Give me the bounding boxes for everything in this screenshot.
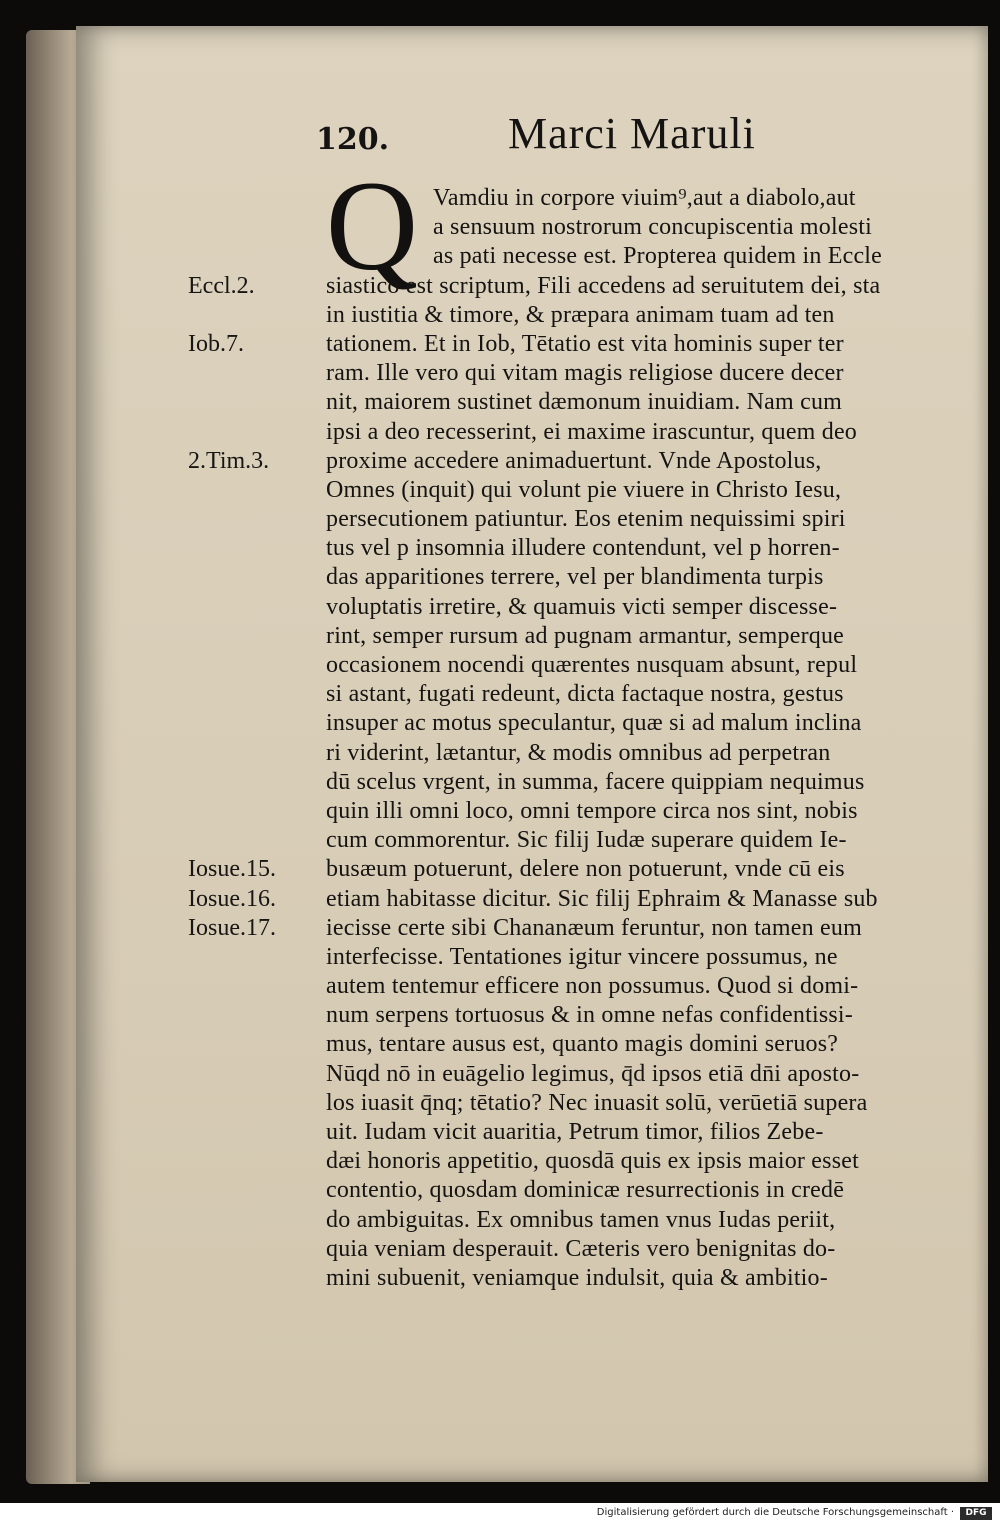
line-text: siastico est scriptum, Fili accedens ad seruitutem dei, sta bbox=[326, 272, 881, 299]
text-line bbox=[76, 680, 988, 709]
text-line bbox=[76, 1176, 988, 1205]
text-line bbox=[76, 885, 988, 914]
text-line bbox=[76, 972, 988, 1001]
line-text: quin illi omni loco, omni tempore circa nos sint, nobis bbox=[326, 797, 858, 824]
text-line bbox=[76, 447, 988, 476]
text-line bbox=[76, 1030, 988, 1059]
running-title: Marci Maruli bbox=[508, 109, 756, 158]
line-text: interfecisse. Tentationes igitur vincere possumus, ne bbox=[326, 943, 838, 970]
drop-cap-initial: Q bbox=[325, 155, 419, 297]
line-text: dæi honoris appetitio, quosdā quis ex ipsis maior esset bbox=[326, 1148, 859, 1175]
text-line bbox=[76, 768, 988, 797]
book-page bbox=[76, 26, 988, 1482]
line-text: tus vel p insomnia illudere contendunt, vel p horren- bbox=[326, 535, 840, 562]
text-line bbox=[76, 1264, 988, 1293]
line-text: si astant, fugati redeunt, dicta factaque nostra, gestus bbox=[326, 681, 844, 708]
line-text: dū scelus vrgent, in summa, facere quippiam nequimus bbox=[326, 768, 865, 795]
text-line bbox=[76, 418, 988, 447]
line-text: ri viderint, lætantur, & modis omnibus ad perpetran bbox=[326, 739, 831, 766]
margin-note: Iob.7. bbox=[188, 330, 244, 357]
text-line bbox=[76, 301, 988, 330]
text-line bbox=[76, 651, 988, 680]
line-text: contentio, quosdam dominicæ resurrectionis in credē bbox=[326, 1177, 845, 1204]
margin-note: Iosue.17. bbox=[188, 914, 276, 941]
line-text: rint, semper rursum ad pugnam armantur, semperque bbox=[326, 622, 845, 649]
text-line bbox=[76, 622, 988, 651]
text-line bbox=[76, 593, 988, 622]
line-text: autem tentemur efficere non possumus. Quod si domi- bbox=[326, 973, 859, 1000]
footer-bar bbox=[0, 1503, 1000, 1524]
text-line bbox=[76, 359, 988, 388]
text-line bbox=[76, 855, 988, 884]
line-text: num serpens tortuosus & in omne nefas confidentissi- bbox=[326, 1002, 853, 1029]
text-line bbox=[76, 388, 988, 417]
text-line bbox=[76, 1118, 988, 1147]
line-text: ram. Ille vero qui vitam magis religiose ducere decer bbox=[326, 360, 844, 387]
text-line bbox=[76, 1206, 988, 1235]
text-line bbox=[76, 1060, 988, 1089]
margin-note: Eccl.2. bbox=[188, 272, 255, 299]
line-text: das apparitiones terrere, vel per blandimenta turpis bbox=[326, 564, 824, 591]
line-text: mini subuenit, veniamque indulsit, quia & ambitio- bbox=[326, 1264, 828, 1291]
margin-note: Iosue.16. bbox=[188, 885, 276, 912]
text-line bbox=[76, 1001, 988, 1030]
margin-note: 2.Tim.3. bbox=[188, 447, 270, 474]
line-text: iecisse certe sibi Chananæum feruntur, non tamen eum bbox=[326, 914, 862, 941]
line-text: nit, maiorem sustinet dæmonum inuidiam. Nam cum bbox=[326, 389, 843, 416]
line-text: tationem. Et in Iob, Tētatio est vita hominis super ter bbox=[326, 330, 844, 357]
margin-note: Iosue.15. bbox=[188, 856, 276, 883]
line-text: busæum potuerunt, delere non potuerunt, vnde cū eis bbox=[326, 856, 845, 883]
text-line bbox=[76, 534, 988, 563]
footer-credit: Digitalisierung gefördert durch die Deutsche Forschungsgemeinschaft · bbox=[596, 1507, 954, 1518]
text-line bbox=[76, 563, 988, 592]
text-line bbox=[76, 826, 988, 855]
text-line bbox=[76, 242, 988, 271]
line-text: occasionem nocendi quærentes nusquam absunt, repul bbox=[326, 652, 858, 678]
text-line bbox=[76, 709, 988, 738]
text-line bbox=[76, 184, 988, 213]
dfg-logo: DFG bbox=[960, 1507, 992, 1520]
line-text: los iuasit q̄nq; tētatio? Nec inuasit solū, verūetiā supera bbox=[326, 1089, 868, 1116]
line-text: ipsi a deo recesserint, ei maxime irascuntur, quem deo bbox=[326, 418, 857, 445]
line-text: Nūqd nō in euāgelio legimus, q̄d ipsos etiā dn̄i aposto- bbox=[326, 1060, 860, 1087]
line-text: do ambiguitas. Ex omnibus tamen vnus Iudas periit, bbox=[326, 1206, 836, 1233]
text-line bbox=[76, 1147, 988, 1176]
line-text: persecutionem patiuntur. Eos etenim nequissimi spiri bbox=[326, 506, 846, 533]
line-text: etiam habitasse dicitur. Sic filij Ephraim & Manasse sub bbox=[326, 885, 878, 912]
line-text: voluptatis irretire, & quamuis victi semper discesse- bbox=[326, 593, 838, 620]
text-line bbox=[76, 1235, 988, 1264]
line-text: Vamdiu in corpore viuim⁹,aut a diabolo,aut bbox=[433, 185, 856, 211]
line-text: mus, tentare ausus est, quanto magis domini seruos? bbox=[326, 1031, 839, 1058]
page-number: 120. bbox=[316, 122, 390, 157]
line-text: as pati necesse est. Propterea quidem in Eccle bbox=[433, 243, 883, 270]
line-text: quia veniam desperauit. Cæteris vero benignitas do- bbox=[326, 1235, 836, 1262]
text-line bbox=[76, 330, 988, 359]
page-header bbox=[76, 108, 988, 168]
text-body bbox=[76, 155, 988, 1293]
text-line bbox=[76, 476, 988, 505]
text-line bbox=[76, 1089, 988, 1118]
line-text: proxime accedere animaduertunt. Vnde Apostolus, bbox=[326, 447, 822, 474]
line-text: uit. Iudam vicit auaritia, Petrum timor, filios Zebe- bbox=[326, 1119, 824, 1145]
line-text: Omnes (inquit) qui volunt pie viuere in Christo Iesu, bbox=[326, 476, 842, 503]
line-text: in iustitia & timore, & præpara animam tuam ad ten bbox=[326, 301, 835, 328]
text-line bbox=[76, 943, 988, 972]
line-text: cum commorentur. Sic filij Iudæ superare quidem Ie- bbox=[326, 827, 847, 854]
text-line bbox=[76, 272, 988, 301]
text-line bbox=[76, 914, 988, 943]
text-line bbox=[76, 739, 988, 768]
line-text: a sensuum nostrorum concupiscentia molesti bbox=[433, 214, 872, 241]
line-text: insuper ac motus speculantur, quæ si ad malum inclina bbox=[326, 710, 862, 737]
text-line bbox=[76, 213, 988, 242]
text-line bbox=[76, 797, 988, 826]
text-line bbox=[76, 505, 988, 534]
